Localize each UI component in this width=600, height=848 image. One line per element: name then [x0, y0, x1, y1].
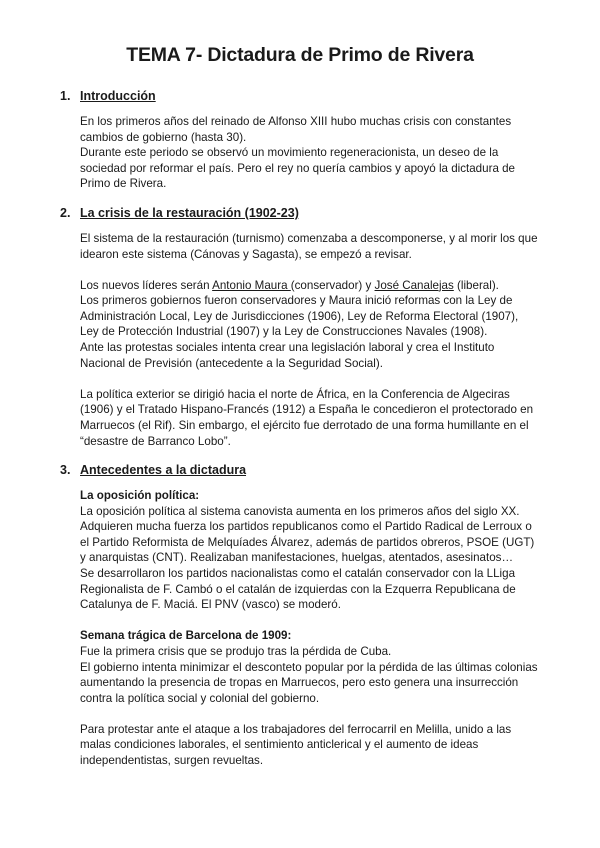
leader-name-canalejas: José Canalejas [374, 278, 454, 292]
text-line: En los primeros años del reinado de Alfonso XIII hubo muchas crisis con constantes cambios de gobierno (hasta 30). [80, 115, 512, 144]
section-title: Antecedentes a la dictadura [80, 463, 247, 478]
document-title: TEMA 7- Dictadura de Primo de Rivera [126, 44, 474, 66]
section-number: 2. [60, 205, 71, 220]
section-heading [60, 206, 540, 220]
section-introduccion [60, 89, 540, 192]
section-crisis-restauracion [60, 206, 540, 449]
text-span: (liberal). [453, 278, 499, 292]
text-line: El gobierno intenta minimizar el desconteto popular por la pérdida de las últimas colonias aumentando la presencia de tropas en Marruecos, pero esto genera una insurrección contra la política social y colonial del gobierno. [80, 660, 538, 705]
section-heading [60, 463, 540, 477]
paragraph: El sistema de la restauración (turnismo) comenzaba a descomponerse, y al morir los que idearon este sistema (Cánovas y Sagasta), se empezó a revisar. [80, 231, 538, 261]
paragraph: La política exterior se dirigió hacia el norte de África, en la Conferencia de Algeciras (1906) y el Tratado Hispano-Francés (1912) a España le concedieron el protectorado en Marruecos (el Rif). Sin embargo, el ejército fue derrotado de una forma humillante en el “desastre de Barranco Lobo”. [80, 387, 534, 448]
section-title: Introducción [80, 89, 156, 103]
section-body [60, 114, 540, 192]
section-title: La crisis de la restauración (1902-23) [80, 205, 299, 220]
section-body [60, 231, 540, 449]
text-line: Se desarrollaron los partidos nacionalistas como el catalán conservador con la LLiga Regionalista de F. Cambó o el catalán de izquierdas con la Ezquerra Republicana de Catalunya de F. Maciá. El PNV (vasco) se moderó. [80, 567, 516, 612]
text-line [80, 278, 540, 294]
paragraph: Para protestar ante el ataque a los trabajadores del ferrocarril en Melilla, unido a las malas condiciones laborales, el sentimiento anticlerical y el aumento de ideas independentistas, surgen revueltas. [80, 722, 512, 767]
paragraph [80, 114, 540, 192]
text-span: Los nuevos líderes serán [80, 278, 213, 292]
section-antecedentes [60, 463, 540, 769]
text-line: Los primeros gobiernos fueron conservadores y Maura inició reformas con la Ley de Administración Local, Ley de Jurisdicciones (1906), Ley de Reforma Electoral (1907), Ley de Protección Industrial (1907) y la Ley de Construcciones Navales (1908). [80, 294, 519, 339]
paragraph [80, 278, 540, 372]
subheading-semana-tragica: Semana trágica de Barcelona de 1909: [80, 629, 292, 643]
text-line: Durante este periodo se observó un movimiento regeneracionista, un deseo de la sociedad por reformar el país. Pero el rey no quería cambios y apoyó la dictadura de Primo de Rivera. [80, 146, 516, 191]
leader-name-maura: Antonio Maura [212, 278, 291, 292]
text-span: (conservador) y [290, 278, 375, 292]
text-line: Ante las protestas sociales intenta crear una legislación laboral y crea el Instituto Nacional de Previsión (antecedente a la Seguridad Social). [80, 341, 495, 370]
paragraph [80, 628, 540, 706]
text-line: Fue la primera crisis que se produjo tras la pérdida de Cuba. [80, 644, 392, 658]
section-number: 1. [60, 89, 71, 103]
text-line: La oposición política al sistema canovista aumenta en los primeros años del siglo XX. Adquieren mucha fuerza los partidos republicanos como el Partido Radical de Lerroux o el Partido Reformista de Melquíades Álvarez, además de partidos obreros, PSOE (UGT) y anarquistas (CNT). Realizaban manifestaciones, huelgas, atentados, asesinatos… [80, 504, 535, 565]
section-number: 3. [60, 463, 71, 478]
section-body [60, 488, 540, 769]
subheading-oposicion: La oposición política: [80, 489, 200, 503]
section-heading [60, 89, 540, 103]
paragraph [80, 488, 540, 613]
